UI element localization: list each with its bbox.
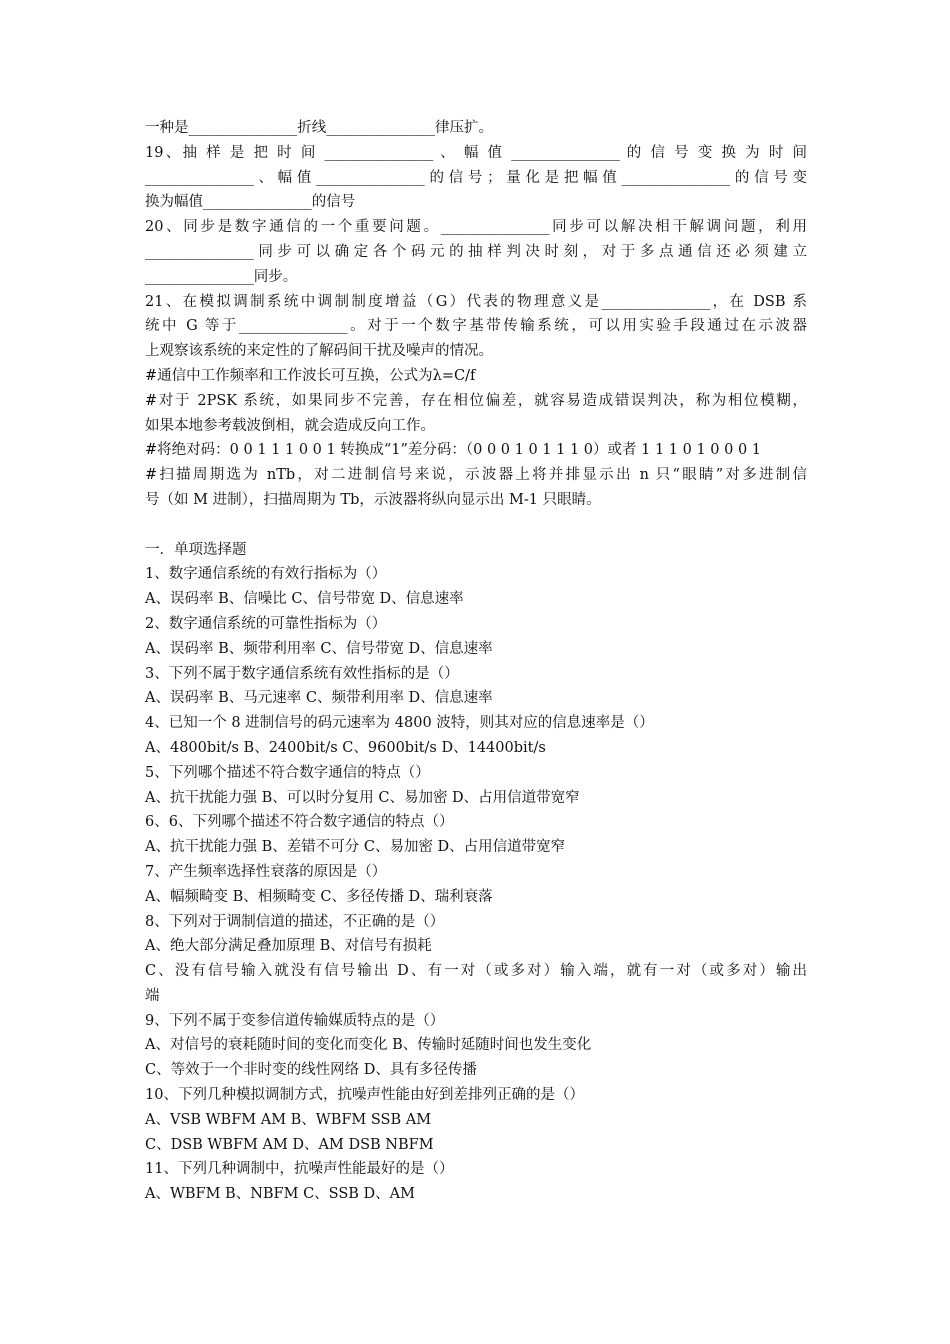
text-line: A、WBFM B、NBFM C、SSB D、AM xyxy=(145,1186,415,1203)
text-line: 如果本地参考载波倒相，就会造成反向工作。 xyxy=(145,417,435,434)
text-line: A、VSB WBFM AM B、WBFM SSB AM xyxy=(145,1111,432,1128)
text-line: 21、在模拟调制系统中调制制度增益（G）代表的物理意义是_______________，在 DSB 系 xyxy=(145,293,807,310)
text-line: C、DSB WBFM AM D、AM DSB NBFM xyxy=(145,1136,434,1153)
text-line: 11、下列几种调制中，抗噪声性能最好的是（） xyxy=(145,1161,454,1178)
text-line: 一种是_______________折线_______________律压扩。 xyxy=(145,120,493,136)
text-line: A、误码率 B、信噪比 C、信号带宽 D、信息速率 xyxy=(145,591,464,608)
text-line: _______________同步可以确定各个码元的抽样判决时刻，对于多点通信还必须建立 xyxy=(145,243,807,260)
text-line: A、误码率 B、马元速率 C、频带利用率 D、信息速率 xyxy=(145,690,493,707)
text-line: A、抗干扰能力强 B、差错不可分 C、易加密 D、占用信道带宽窄 xyxy=(145,839,566,856)
text-line: 端 xyxy=(145,987,160,1004)
text-line: 统中 G 等于_______________。对于一个数字基带传输系统，可以用实验手段通过在示波器 xyxy=(145,318,807,335)
text-line: A、4800bit/s B、2400bit/s C、9600bit/s D、14400bit/s xyxy=(145,739,546,756)
text-line: 一．单项选择题 xyxy=(145,541,247,558)
text-line: A、对信号的衰耗随时间的变化而变化 B、传输时延随时间也发生变化 xyxy=(145,1037,592,1054)
text-line: #对于 2PSK 系统，如果同步不完善，存在相位偏差，就容易造成错误判决，称为相位模糊， xyxy=(145,392,807,409)
text-line: #扫描周期选为 nTb，对二进制信号来说，示波器上将并排显示出 n 只“眼睛”对多进制信 xyxy=(145,467,807,484)
text-line: 换为幅值_______________的信号 xyxy=(145,194,356,211)
text-line: 6、6、下列哪个描述不符合数字通信的特点（） xyxy=(145,814,454,831)
document-body xyxy=(145,116,807,1207)
text-line: 号（如 M 进制），扫描周期为 Tb，示波器将纵向显示出 M-1 只眼睛。 xyxy=(145,491,601,508)
text-line: _______________、幅值_______________的信号；量化是把幅值_______________的信号变 xyxy=(145,169,807,186)
text-line: 2、数字通信系统的可靠性指标为（） xyxy=(145,615,387,632)
text-line: 20、同步是数字通信的一个重要问题。_______________同步可以解决相干解调问题，利用 xyxy=(145,219,807,236)
text-line: 4、已知一个 8 进制信号的码元速率为 4800 波特，则其对应的信息速率是（） xyxy=(145,715,654,732)
text-line: C、等效于一个非时变的线性网络 D、具有多径传播 xyxy=(145,1062,477,1079)
text-line: 3、下列不属于数字通信系统有效性指标的是（） xyxy=(145,665,459,682)
text-line: 5、下列哪个描述不符合数字通信的特点（） xyxy=(145,764,430,781)
text-line: 9、下列不属于变参信道传输媒质特点的是（） xyxy=(145,1012,445,1029)
text-line: 7、产生频率选择性衰落的原因是（） xyxy=(145,863,387,880)
text-line: 8、下列对于调制信道的描述，不正确的是（） xyxy=(145,913,445,930)
text-line: A、幅频畸变 B、相频畸变 C、多径传播 D、瑞利衰落 xyxy=(145,888,493,905)
text-line: A、误码率 B、频带利用率 C、信号带宽 D、信息速率 xyxy=(145,640,493,657)
text-line: 19、抽 样 是 把 时 间 _______________ 、 幅 值 _______________ 的 信 号 变 换 为 时 间 xyxy=(145,144,807,161)
blank-line xyxy=(145,513,807,538)
text-line: A、绝大部分满足叠加原理 B、对信号有损耗 xyxy=(145,938,432,955)
text-line: #将绝对码：0 0 1 1 1 0 0 1 转换成“1”差分码：（0 0 0 1 0 1 1 1 0）或者 1 1 1 0 1 0 0 0 1 xyxy=(145,442,762,459)
text-line: 上观察该系统的来定性的了解码间干扰及噪声的情况。 xyxy=(145,343,493,360)
text-line: 1、数字通信系统的有效行指标为（） xyxy=(145,566,387,583)
text-line: A、抗干扰能力强 B、可以时分复用 C、易加密 D、占用信道带宽窄 xyxy=(145,789,580,806)
text-line: C、没有信号输入就没有信号输出 D、有一对（或多对）输入端，就有一对（或多对）输出 xyxy=(145,963,807,980)
text-line: 10、下列几种模拟调制方式，抗噪声性能由好到差排列正确的是（） xyxy=(145,1087,584,1104)
text-line: _______________同步。 xyxy=(145,268,298,285)
text-line: #通信中工作频率和工作波长可互换，公式为λ=C/f xyxy=(145,367,476,384)
